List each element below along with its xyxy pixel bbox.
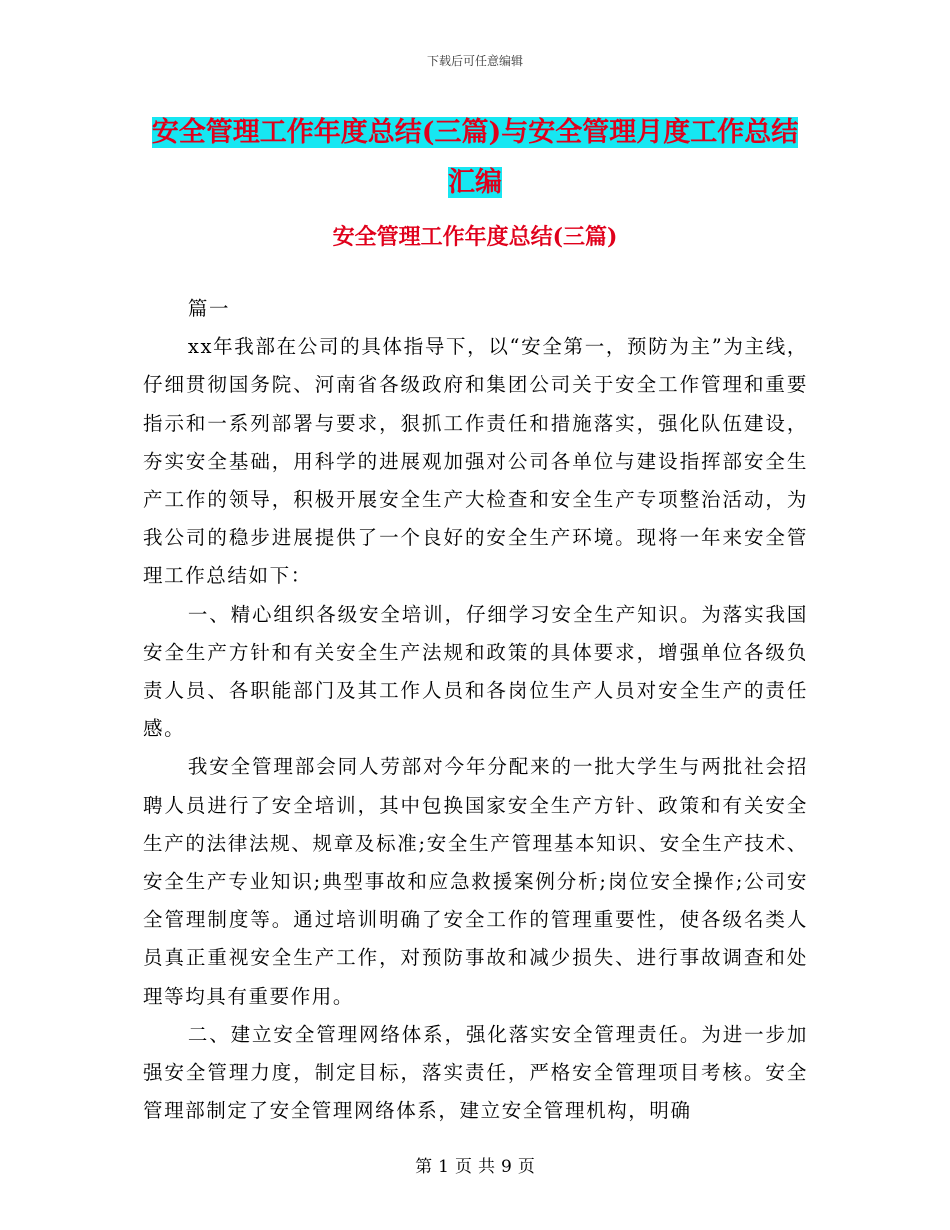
header-note: 下载后可任意编辑: [426, 54, 523, 68]
page-label-suffix: 页: [517, 1157, 535, 1177]
page-label-prefix: 第: [415, 1157, 433, 1177]
page-footer: [0, 1152, 950, 1177]
document-title: [140, 108, 810, 208]
paragraph: xx年我部在公司的具体指导下，以“安全第一，预防为主”为主线，仔细贯彻国务院、河南省各级政府和集团公司关于安全工作管理和重要指示和一系列部署与要求，狠抓工作责任和措施落实，强化队伍建设，夯实安全基础，用科学的进展观加强对公司各单位与建设指挥部安全生产工作的领导，积极开展安全生产大检查和安全生产专项整治活动，为我公司的稳步进展提供了一个良好的安全生产环境。现将一年来安全管理工作总结如下：: [143, 335, 808, 588]
page-current: 1: [438, 1157, 449, 1177]
document-body: [143, 290, 808, 1130]
paragraph: 一、精心组织各级安全培训，仔细学习安全生产知识。为落实我国安全生产方针和有关安全生产法规和政策的具体要求，增强单位各级负责人员、各职能部门及其工作人员和各岗位生产人员对安全生产的责任感。: [143, 602, 808, 741]
paragraph: 二、建立安全管理网络体系，强化落实安全管理责任。为进一步加强安全管理力度，制定目标，落实责任，严格安全管理项目考核。安全管理部制定了安全管理网络体系，建立安全管理机构，明确: [143, 1022, 808, 1123]
document-title-text: 安全管理工作年度总结(三篇)与安全管理月度工作总结汇编: [151, 117, 799, 198]
paragraph: 我安全管理部会同人劳部对今年分配来的一批大学生与两批社会招聘人员进行了安全培训，其中包换国家安全生产方针、政策和有关安全生产的法律法规、规章及标准;安全生产管理基本知识、安全生产技术、安全生产专业知识;典型事故和应急救援案例分析;岗位安全操作;公司安全管理制度等。通过培训明确了安全工作的管理重要性，使各级名类人员真正重视安全生产工作，对预防事故和减少损失、进行事故调查和处理等均具有重要作用。: [143, 755, 808, 1008]
page-label-total: 共: [478, 1157, 495, 1177]
page-total: 9: [501, 1157, 512, 1177]
paragraph: 篇一: [187, 297, 231, 320]
section-title: 安全管理工作年度总结(三篇): [332, 224, 618, 250]
page-label-mid: 页: [455, 1157, 472, 1177]
